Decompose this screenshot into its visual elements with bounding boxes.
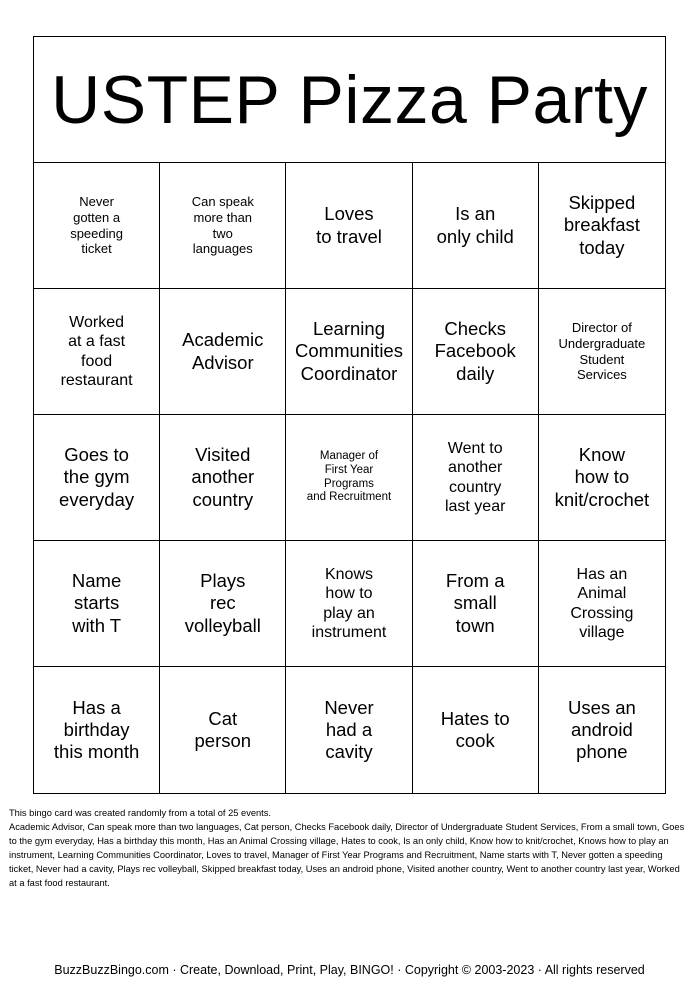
bingo-cell: Went to another country last year	[413, 415, 539, 541]
bingo-cell: Is an only child	[413, 163, 539, 289]
bingo-grid	[34, 163, 665, 793]
bingo-cell: Learning Communities Coordinator	[286, 289, 412, 415]
bingo-cell: Skipped breakfast today	[539, 163, 665, 289]
bingo-cell: Has a birthday this month	[34, 667, 160, 793]
description-events: Academic Advisor, Can speak more than two languages, Cat person, Checks Facebook daily, Director of Undergraduate Student Services, From a small town, Goes to the gym everyday, Has a birthday this month, Has an Animal Crossing village, Hates to cook, Is an only child, Know how to knit/crochet, Knows how to play an instrument, Learning Communities Coordinator, Loves to travel, Manager of First Year Programs and Recruitment, Name starts with T, Never gotten a speeding ticket, Never had a cavity, Plays rec volleyball, Skipped breakfast today, Uses an android phone, Visited another country, Went to another country last year, Worked at a fast food restaurant.	[9, 822, 685, 888]
bingo-cell: Director of Undergraduate Student Services	[539, 289, 665, 415]
bingo-cell: Knows how to play an instrument	[286, 541, 412, 667]
bingo-cell: Checks Facebook daily	[413, 289, 539, 415]
bingo-cell: Visited another country	[160, 415, 286, 541]
bingo-cell: Never had a cavity	[286, 667, 412, 793]
bingo-cell: Plays rec volleyball	[160, 541, 286, 667]
card-title: USTEP Pizza Party	[51, 61, 648, 138]
bingo-cell: Goes to the gym everyday	[34, 415, 160, 541]
bingo-cell: Can speak more than two languages	[160, 163, 286, 289]
bingo-cell: Manager of First Year Programs and Recruitment	[286, 415, 412, 541]
bingo-cell: Uses an android phone	[567, 696, 636, 763]
card-description	[9, 806, 685, 890]
description-intro: This bingo card was created randomly from a total of 25 events.	[9, 808, 271, 818]
title-row	[34, 37, 665, 163]
bingo-cell: Has an Animal Crossing village	[539, 541, 665, 667]
bingo-cell: Loves to travel	[286, 163, 412, 289]
site-footer: BuzzBuzzBingo.com · Create, Download, Print, Play, BINGO! · Copyright © 2003-2023 · All rights reserved	[54, 963, 645, 977]
bingo-cell: Academic Advisor	[160, 289, 286, 415]
bingo-cell: Name starts with T	[34, 541, 160, 667]
bingo-cell: Worked at a fast food restaurant	[34, 289, 160, 415]
bingo-cell: From a small town	[413, 541, 539, 667]
bingo-cell: Never gotten a speeding ticket	[34, 163, 160, 289]
bingo-cell: Hates to cook	[413, 667, 539, 793]
bingo-card	[33, 36, 666, 794]
bingo-cell: Cat person	[160, 667, 286, 793]
bingo-cell: Know how to knit/crochet	[539, 415, 665, 541]
